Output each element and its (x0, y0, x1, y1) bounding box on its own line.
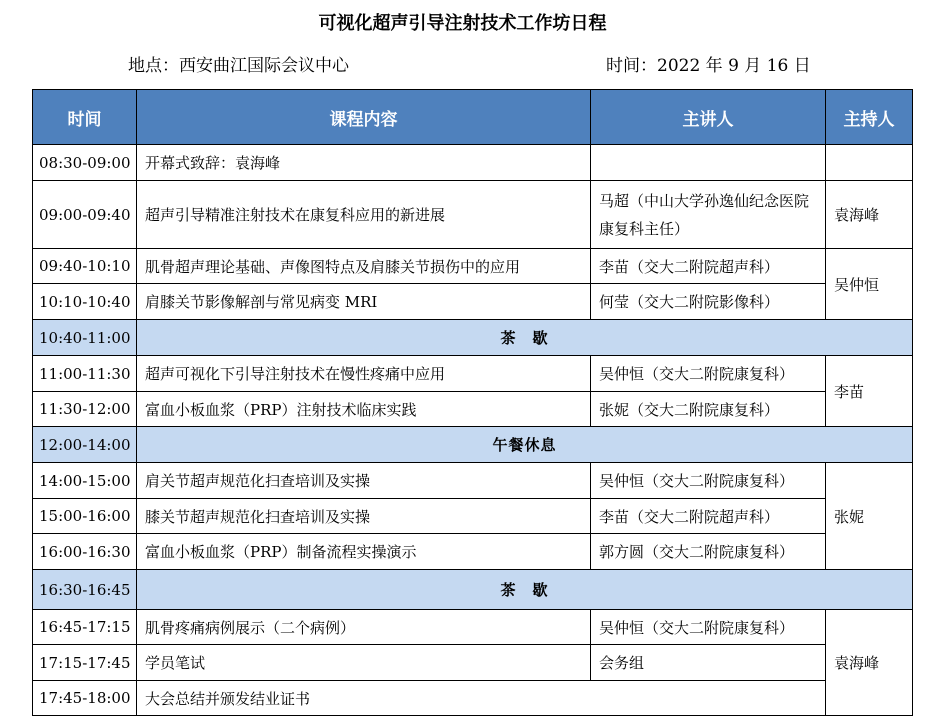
row-time: 15:00-16:00 (33, 499, 137, 534)
host-cell: 吴仲恒 (826, 249, 913, 320)
row-speaker: 郭方圆（交大二附院康复科） (591, 534, 826, 570)
row-time: 09:00-09:40 (33, 181, 137, 249)
row-speaker: 吴仲恒（交大二附院康复科） (591, 356, 826, 392)
row-host-empty (826, 145, 913, 181)
schedule-table (32, 89, 913, 716)
row-time: 11:00-11:30 (33, 356, 137, 392)
row-speaker: 马超（中山大学孙逸仙纪念医院康复科主任） (591, 181, 826, 249)
host-cell: 李苗 (826, 356, 913, 427)
table-row (33, 392, 913, 427)
row-speaker: 李苗（交大二附院超声科） (591, 499, 826, 534)
host-cell: 袁海峰 (826, 181, 913, 249)
header-content: 课程内容 (137, 90, 591, 145)
row-content: 超声引导精准注射技术在康复科应用的新进展 (137, 181, 591, 249)
table-row (33, 534, 913, 570)
break-label: 茶 歇 (137, 320, 913, 356)
row-speaker: 张妮（交大二附院康复科） (591, 392, 826, 427)
table-row (33, 610, 913, 645)
row-content: 肩关节超声规范化扫查培训及实操 (137, 463, 591, 499)
row-content: 学员笔试 (137, 645, 591, 681)
location: 地点：西安曲江国际会议中心 (128, 56, 349, 76)
row-time: 14:00-15:00 (33, 463, 137, 499)
table-row (33, 249, 913, 284)
row-speaker: 吴仲恒（交大二附院康复科） (591, 610, 826, 645)
header-speaker: 主讲人 (591, 90, 826, 145)
header-time: 时间 (33, 90, 137, 145)
table-header (33, 90, 913, 145)
row-time: 12:00-14:00 (33, 427, 137, 463)
row-speaker: 吴仲恒（交大二附院康复科） (591, 463, 826, 499)
page-title: 可视化超声引导注射技术工作坊日程 (318, 13, 607, 34)
row-content: 富血小板血浆（PRP）注射技术临床实践 (137, 392, 591, 427)
row-time: 10:10-10:40 (33, 284, 137, 320)
date: 时间：2022 年 9 月 16 日 (606, 56, 811, 76)
table-row (33, 463, 913, 499)
row-time: 10:40-11:00 (33, 320, 137, 356)
row-time: 17:45-18:00 (33, 681, 137, 716)
row-speaker (591, 145, 826, 181)
host-cell: 袁海峰 (826, 610, 913, 716)
row-content: 开幕式致辞：袁海峰 (137, 145, 591, 181)
table-row-break (33, 427, 913, 463)
row-time: 16:00-16:30 (33, 534, 137, 570)
row-time: 08:30-09:00 (33, 145, 137, 181)
row-time: 16:45-17:15 (33, 610, 137, 645)
row-content: 膝关节超声规范化扫查培训及实操 (137, 499, 591, 534)
row-speaker: 李苗（交大二附院超声科） (591, 249, 826, 284)
table-row (33, 181, 913, 249)
table-row (33, 681, 913, 716)
break-label: 午餐休息 (137, 427, 913, 463)
row-time: 09:40-10:10 (33, 249, 137, 284)
break-label: 茶 歇 (137, 570, 913, 610)
row-time: 16:30-16:45 (33, 570, 137, 610)
table-row (33, 499, 913, 534)
table-row (33, 356, 913, 392)
row-speaker: 会务组 (591, 645, 826, 681)
row-content: 肌骨疼痛病例展示（二个病例） (137, 610, 591, 645)
row-content: 肩膝关节影像解剖与常见病变 MRI (137, 284, 591, 320)
table-row (33, 645, 913, 681)
header-host: 主持人 (826, 90, 913, 145)
row-content: 肌骨超声理论基础、声像图特点及肩膝关节损伤中的应用 (137, 249, 591, 284)
table-row-break (33, 570, 913, 610)
row-content: 大会总结并颁发结业证书 (137, 681, 826, 716)
row-content: 超声可视化下引导注射技术在慢性疼痛中应用 (137, 356, 591, 392)
table-row (33, 284, 913, 320)
table-row (33, 145, 913, 181)
row-time: 11:30-12:00 (33, 392, 137, 427)
host-cell: 张妮 (826, 463, 913, 570)
table-row-break (33, 320, 913, 356)
row-time: 17:15-17:45 (33, 645, 137, 681)
row-content: 富血小板血浆（PRP）制备流程实操演示 (137, 534, 591, 570)
row-speaker: 何莹（交大二附院影像科） (591, 284, 826, 320)
